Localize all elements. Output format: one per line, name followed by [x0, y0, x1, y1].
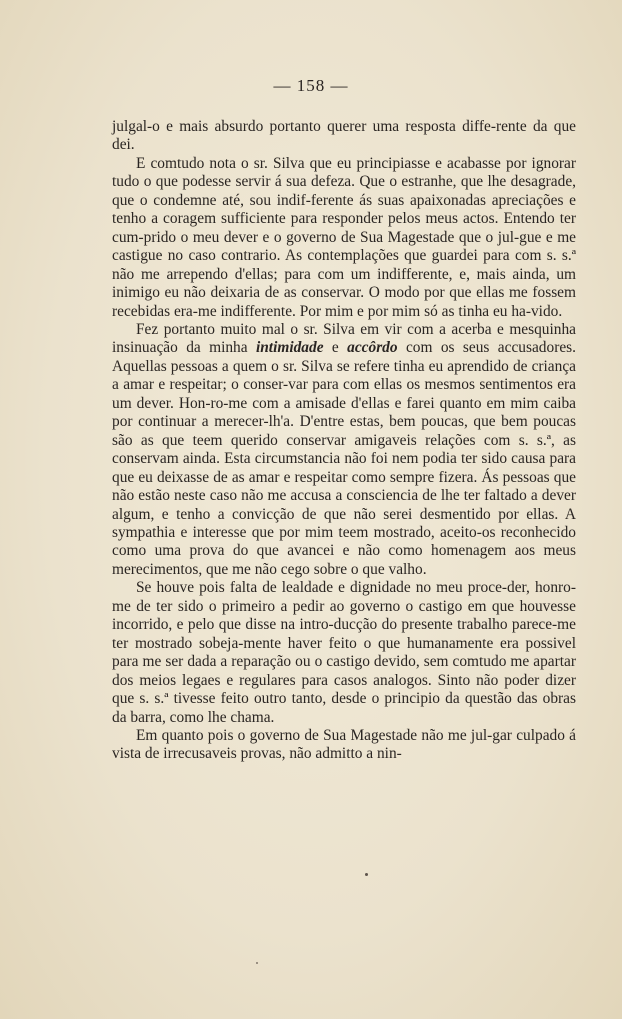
page-number: — 158 — — [273, 76, 349, 95]
text-run: Se houve pois falta de lealdade e dignidade no meu proce-der, honro-me de ter sido o primeiro a pedir ao governo o castigo em que houvesse incorrido, e pelo que disse na intro-ducção do presente trabalho parece-me ter mostrado sobeja-mente haver feito o que humanamente era possivel para me ser dada a reparação ou o castigo devido, sem comtudo me apartar dos meios legaes e regulares para casos analogos. Sinto não poder dizer que s. s.ª tivesse feito outro tanto, desde o principio da questão das obras da barra, como lhe chama. — [112, 579, 576, 726]
emphasized-text: intimidade — [255, 339, 324, 357]
text-run: com os seus accusadores. Aquellas pessoas a quem o sr. Silva se refere tinha eu aprendido de criança a amar e respeitar; o conser-var para com ellas os mesmos sentimentos era um dever. Hon-ro-me com a amisade d'ellas e farei quanto em mim caiba por continuar a merecer-lh'a. D'entre estas, bem poucas, que bem poucas são as que teem querido conservar amigaveis relações com s. s.ª, as conservam ainda. Esta circumstancia não foi nem podia ter sido causa para que eu deixasse de as amar e respeitar como sempre fizera. Ás pessoas que não estão neste caso não me accusa a consciencia de lhe ter faltado a dever algum, e tenho a convicção de que não serei desmentido por ellas. A sympathia e interesse que por mim teem mostrado, aceito-os reconhecido como uma prova do que avancei e não como homenagem aos meus merecimentos, que me não cego sobre o que valho. — [112, 339, 576, 578]
text-run: E comtudo nota o sr. Silva que eu principiasse e acabasse por ignorar tudo o que podesse servir á sua defeza. Que o estranhe, que lhe desagrade, que o condemne até, sou indif-ferente ás suas apaixonadas apreciações e tenho a coragem sufficiente para responder pelos meus actos. Entendo ter cum-prido o meu dever e o governo de Sua Magestade que o jul-gue e me castigue no caso contrario. As contemplações que guardei para com s. s.ª não me arrependo d'ellas; para com um indifferente, e, mais ainda, um inimigo eu não deixaria de as conservar. O modo por que ellas me fossem recebidas era-me indifferente. Por mim e por mim só as tinha eu ha-vido. — [112, 154, 576, 320]
text-run: Em quanto pois o governo de Sua Magestade não me jul-gar culpado á vista de irrecusaveis provas, não admitto a nin- — [112, 726, 576, 763]
text-run: Fez portanto muito mal o sr. Silva em vir com a acerba e mesquinha insinuação da minha — [112, 320, 576, 357]
text-run: julgal-o e mais absurdo portanto querer uma resposta diffe-rente da que dei. — [112, 118, 576, 154]
paragraph — [112, 118, 576, 155]
paragraph — [112, 579, 576, 727]
emphasized-text: accôrdo — [347, 339, 398, 357]
paragraph — [112, 155, 576, 321]
print-speck — [365, 873, 368, 876]
paragraph — [112, 727, 576, 764]
body-text — [112, 118, 576, 764]
text-run: e — [323, 339, 348, 357]
paragraph — [112, 321, 576, 579]
print-speck — [256, 962, 258, 964]
